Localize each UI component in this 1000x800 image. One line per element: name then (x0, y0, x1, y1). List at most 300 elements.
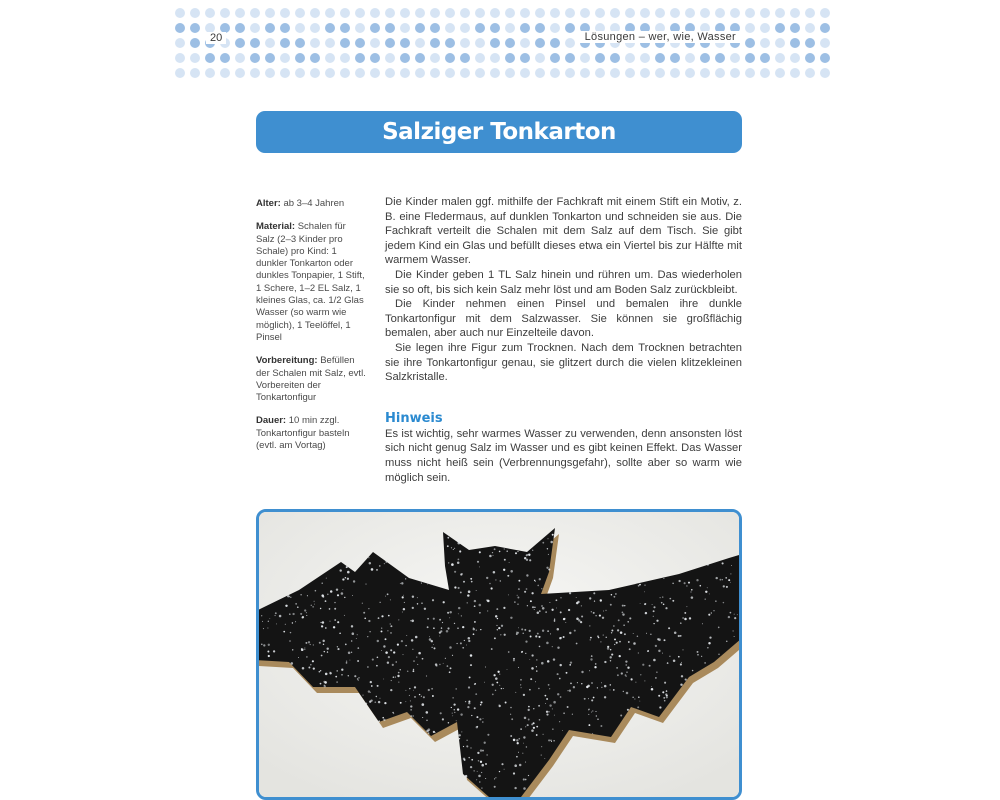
header-dot (760, 23, 770, 33)
salt-speck (439, 635, 440, 636)
salt-speck (313, 667, 315, 669)
salt-speck (730, 582, 731, 583)
salt-speck (589, 625, 590, 626)
salt-speck (549, 704, 551, 706)
paragraph: Sie legen ihre Figur zum Trocknen. Nach dem Trocknen betrachten sie ihre Tonkartonfigur genau, sie glitzert durch die vielen klitzekleinen Salzkristalle. (385, 341, 742, 384)
salt-speck (539, 610, 541, 612)
salt-speck (627, 621, 629, 623)
salt-speck (504, 634, 506, 636)
preparation-info (256, 355, 366, 404)
salt-speck (557, 646, 559, 648)
salt-speck (559, 637, 561, 639)
salt-speck (545, 611, 546, 612)
salt-speck (466, 745, 468, 747)
salt-speck (379, 565, 381, 567)
salt-speck (633, 633, 634, 634)
salt-speck (553, 701, 556, 704)
salt-speck (454, 712, 455, 713)
salt-speck (458, 559, 460, 561)
salt-speck (591, 655, 593, 657)
salt-speck (335, 676, 337, 678)
salt-speck (707, 587, 708, 588)
salt-speck (468, 637, 471, 640)
salt-speck (415, 636, 418, 639)
salt-speck (311, 605, 312, 606)
preparation-value: Befüllen der Schalen mit Salz, evtl. Vorbereiten der Tonkartonfigur (256, 355, 366, 404)
header-dot (430, 38, 440, 48)
salt-speck (536, 734, 538, 736)
salt-speck (327, 651, 328, 652)
salt-speck (452, 715, 453, 716)
salt-speck (518, 667, 519, 668)
salt-speck (652, 604, 653, 605)
salt-speck (497, 671, 499, 673)
salt-speck (428, 689, 430, 691)
salt-speck (340, 569, 342, 571)
salt-speck (476, 779, 477, 780)
salt-speck (474, 770, 475, 771)
salt-speck (300, 613, 302, 615)
salt-speck (320, 622, 321, 623)
salt-speck (387, 630, 388, 631)
salt-speck (614, 644, 615, 645)
salt-speck (463, 758, 465, 760)
salt-speck (321, 594, 324, 597)
salt-speck (628, 641, 630, 643)
header-dot (385, 53, 395, 63)
salt-speck (595, 711, 596, 712)
salt-speck (669, 598, 671, 600)
salt-speck (709, 593, 710, 594)
salt-speck (527, 605, 528, 606)
salt-speck (390, 623, 391, 624)
salt-speck (413, 715, 414, 716)
salt-speck (528, 775, 529, 776)
header-dot (415, 23, 425, 33)
header-dot (460, 68, 470, 78)
salt-speck (678, 656, 680, 658)
header-dot (670, 53, 680, 63)
salt-speck (494, 778, 495, 779)
salt-speck (471, 715, 472, 716)
salt-speck (553, 740, 555, 742)
salt-speck (368, 690, 370, 692)
salt-speck (614, 638, 616, 640)
salt-speck (539, 719, 541, 721)
salt-speck (295, 621, 296, 622)
salt-speck (548, 554, 549, 555)
salt-speck (635, 682, 636, 683)
salt-speck (314, 601, 315, 602)
salt-speck (369, 701, 371, 703)
salt-speck (683, 649, 684, 650)
salt-speck (600, 641, 601, 642)
header-dot (775, 23, 785, 33)
salt-speck (383, 719, 385, 721)
salt-speck (631, 678, 633, 680)
salt-speck (274, 615, 275, 616)
salt-speck (639, 701, 640, 702)
salt-speck (678, 580, 680, 582)
salt-speck (480, 704, 482, 706)
salt-speck (451, 547, 452, 548)
salt-speck (413, 669, 414, 670)
header-dot (625, 8, 635, 18)
salt-speck (451, 563, 454, 566)
header-dot (340, 53, 350, 63)
salt-speck (689, 617, 691, 619)
header-dot (505, 38, 515, 48)
salt-speck (528, 706, 530, 708)
salt-speck (330, 590, 333, 593)
salt-speck (665, 607, 667, 609)
salt-speck (720, 579, 722, 581)
salt-speck (447, 665, 449, 667)
salt-speck (609, 656, 611, 658)
salt-speck (440, 630, 442, 632)
salt-speck (722, 579, 723, 580)
salt-speck (515, 692, 516, 693)
salt-speck (474, 707, 476, 709)
salt-speck (452, 655, 453, 656)
salt-speck (315, 590, 317, 592)
salt-speck (362, 603, 363, 604)
salt-speck (390, 689, 392, 691)
salt-speck (302, 616, 304, 618)
salt-speck (680, 663, 682, 665)
salt-speck (518, 752, 519, 753)
salt-speck (659, 706, 661, 708)
salt-speck (314, 604, 315, 605)
salt-speck (700, 585, 702, 587)
salt-speck (611, 632, 612, 633)
salt-speck (492, 555, 493, 556)
header-dot (520, 23, 530, 33)
salt-speck (442, 718, 444, 720)
header-dot (490, 23, 500, 33)
salt-speck (390, 632, 392, 634)
salt-speck (730, 573, 731, 574)
salt-speck (491, 587, 493, 589)
salt-speck (477, 752, 479, 754)
salt-speck (534, 580, 536, 582)
main-text (385, 195, 742, 485)
salt-speck (601, 682, 602, 683)
salt-speck (629, 648, 631, 650)
salt-speck (387, 593, 389, 595)
salt-speck (560, 597, 561, 598)
salt-speck (529, 689, 531, 691)
salt-speck (557, 673, 559, 675)
salt-speck (480, 701, 482, 703)
header-dot (610, 8, 620, 18)
salt-speck (289, 640, 291, 642)
salt-speck (616, 642, 618, 644)
salt-speck (552, 534, 554, 536)
salt-speck (263, 628, 264, 629)
salt-speck (546, 714, 548, 716)
salt-speck (551, 609, 553, 611)
salt-speck (708, 642, 710, 644)
header-dot (670, 8, 680, 18)
salt-speck (563, 636, 565, 638)
salt-speck (601, 687, 602, 688)
salt-speck (533, 727, 535, 729)
salt-speck (439, 664, 440, 665)
salt-speck (653, 659, 656, 662)
salt-speck (529, 559, 531, 561)
header-dot (355, 53, 365, 63)
header-dot (310, 23, 320, 33)
page-title: Salziger Tonkarton (382, 119, 616, 145)
salt-speck (651, 688, 654, 691)
salt-speck (312, 606, 313, 607)
salt-speck (542, 607, 545, 610)
salt-speck (591, 611, 592, 612)
header-dot (505, 68, 515, 78)
salt-speck (398, 672, 400, 674)
salt-speck (495, 615, 497, 617)
header-dot (430, 8, 440, 18)
salt-speck (287, 595, 289, 597)
salt-speck (531, 654, 533, 656)
header-dot (325, 8, 335, 18)
salt-speck (275, 612, 277, 614)
header-dot (235, 53, 245, 63)
header-dot (475, 38, 485, 48)
header-dot (565, 23, 575, 33)
header-dot (355, 8, 365, 18)
salt-speck (393, 651, 395, 653)
salt-speck (549, 688, 550, 689)
salt-speck (595, 663, 597, 665)
salt-speck (546, 711, 548, 713)
salt-speck (461, 731, 462, 732)
salt-speck (426, 730, 429, 733)
header-dot (445, 53, 455, 63)
salt-speck (435, 732, 436, 733)
salt-speck (378, 720, 380, 722)
salt-speck (467, 594, 469, 596)
header-dot (760, 53, 770, 63)
salt-speck (734, 614, 735, 615)
salt-speck (449, 646, 452, 649)
header-dot (205, 53, 215, 63)
header-dot (265, 68, 275, 78)
salt-speck (517, 603, 519, 605)
salt-speck (619, 641, 621, 643)
salt-speck (410, 705, 412, 707)
salt-speck (341, 674, 343, 676)
salt-speck (570, 683, 572, 685)
salt-speck (626, 672, 627, 673)
salt-speck (725, 577, 727, 579)
salt-speck (660, 597, 661, 598)
header-dot (250, 38, 260, 48)
header-dot (190, 8, 200, 18)
header-dot (340, 23, 350, 33)
header-dot (340, 68, 350, 78)
salt-speck (513, 658, 515, 660)
salt-speck (515, 552, 517, 554)
salt-speck (405, 645, 406, 646)
salt-speck (568, 690, 569, 691)
salt-speck (531, 592, 533, 594)
salt-speck (569, 632, 571, 634)
salt-speck (453, 703, 455, 705)
salt-speck (541, 755, 542, 756)
salt-speck (321, 625, 323, 627)
salt-speck (581, 683, 582, 684)
header-dot (475, 23, 485, 33)
salt-speck (262, 621, 263, 622)
header-dot (235, 23, 245, 33)
salt-speck (365, 703, 367, 705)
salt-speck (310, 644, 311, 645)
salt-speck (508, 594, 509, 595)
salt-speck (385, 638, 387, 640)
salt-speck (492, 684, 494, 686)
salt-speck (638, 652, 639, 653)
paragraph: Die Kinder nehmen einen Pinsel und bemalen ihre dunkle Tonkartonfigur mit dem Salzwasser. Sie können sie großflächig bemalen, aber auch nur Einzelteile davon. (385, 298, 742, 340)
salt-speck (536, 659, 538, 661)
salt-speck (547, 548, 548, 549)
salt-speck (470, 766, 472, 768)
salt-speck (492, 552, 493, 553)
salt-speck (705, 591, 707, 593)
header-dot (745, 38, 755, 48)
salt-speck (474, 605, 476, 607)
salt-speck (500, 580, 501, 581)
salt-speck (496, 625, 497, 626)
salt-speck (348, 675, 349, 676)
salt-speck (596, 715, 597, 716)
salt-speck (517, 595, 518, 596)
salt-speck (336, 588, 338, 590)
header-dot (790, 23, 800, 33)
salt-speck (484, 742, 486, 744)
salt-speck (691, 596, 694, 599)
salt-speck (434, 647, 436, 649)
header-dot (655, 8, 665, 18)
salt-speck (370, 681, 372, 683)
salt-speck (647, 650, 649, 652)
salt-speck (481, 764, 484, 767)
salt-speck (548, 568, 550, 570)
salt-speck (523, 778, 525, 780)
salt-speck (432, 695, 434, 697)
salt-speck (524, 591, 526, 593)
salt-speck (412, 649, 413, 650)
salt-speck (492, 694, 494, 696)
salt-speck (591, 682, 593, 684)
salt-speck (614, 596, 616, 598)
salt-speck (662, 691, 664, 693)
salt-speck (376, 665, 378, 667)
salt-speck (475, 683, 476, 684)
header-dot (535, 23, 545, 33)
header-dot (490, 38, 500, 48)
salt-speck (541, 746, 542, 747)
header-dot (430, 23, 440, 33)
header-dot (550, 23, 560, 33)
salt-speck (427, 584, 428, 585)
salt-speck (307, 595, 308, 596)
header-dot (820, 23, 830, 33)
salt-speck (594, 601, 595, 602)
salt-speck (374, 701, 376, 703)
salt-speck (499, 551, 501, 553)
header-dot (790, 68, 800, 78)
salt-speck (534, 609, 535, 610)
salt-speck (381, 650, 382, 651)
salt-speck (319, 642, 321, 644)
salt-speck (522, 753, 523, 754)
salt-speck (523, 694, 525, 696)
salt-speck (503, 569, 505, 571)
header-dot (190, 53, 200, 63)
salt-speck (533, 708, 534, 709)
salt-speck (345, 644, 347, 646)
salt-speck (529, 630, 531, 632)
header-dot (355, 23, 365, 33)
salt-speck (324, 651, 325, 652)
header-dot (445, 23, 455, 33)
salt-speck (342, 578, 344, 580)
salt-speck (537, 633, 539, 635)
salt-speck (300, 594, 301, 595)
header-dot (625, 53, 635, 63)
salt-speck (692, 670, 694, 672)
salt-speck (501, 763, 503, 765)
salt-speck (324, 685, 326, 687)
salt-speck (352, 595, 353, 596)
salt-speck (467, 706, 469, 708)
salt-speck (559, 721, 560, 722)
salt-speck (691, 589, 693, 591)
salt-speck (412, 595, 414, 597)
salt-speck (566, 672, 568, 674)
salt-speck (283, 631, 285, 633)
salt-speck (384, 563, 385, 564)
header-dot (325, 53, 335, 63)
salt-speck (653, 606, 655, 608)
salt-speck (527, 724, 529, 726)
salt-speck (568, 609, 570, 611)
salt-speck (599, 615, 601, 617)
header-dot (655, 68, 665, 78)
salt-speck (290, 632, 291, 633)
salt-speck (526, 554, 528, 556)
salt-speck (341, 669, 343, 671)
salt-speck (678, 635, 680, 637)
header-dot (595, 68, 605, 78)
salt-speck (329, 621, 330, 622)
material-label: Material: (256, 221, 296, 233)
header-dot (625, 68, 635, 78)
salt-speck (337, 594, 339, 596)
header-dot (595, 53, 605, 63)
salt-speck (431, 640, 433, 642)
salt-speck (390, 599, 391, 600)
salt-speck (381, 630, 383, 632)
salt-speck (686, 606, 687, 607)
salt-speck (463, 581, 465, 583)
header-dot (370, 68, 380, 78)
salt-speck (705, 599, 706, 600)
salt-speck (590, 658, 592, 660)
salt-speck (380, 698, 381, 699)
